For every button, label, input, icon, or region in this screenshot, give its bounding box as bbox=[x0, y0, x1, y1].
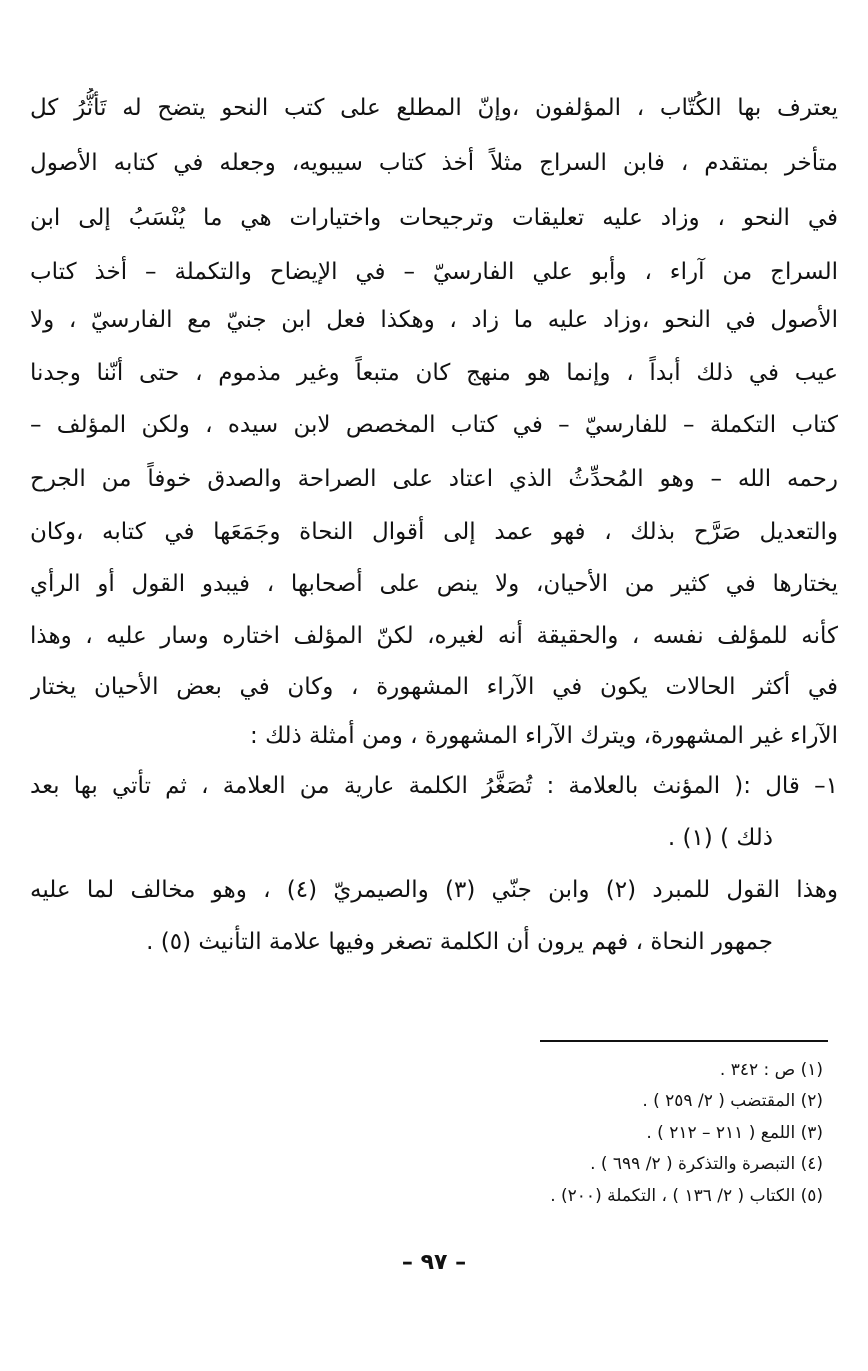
body-line-12: في أكثر الحالات يكون في الآراء المشهورة ، وكان في بعض الأحيان يختار bbox=[30, 674, 838, 700]
body-line-5: الأصول في النحو ،وزاد عليه ما زاد ، وهكذا فعل ابن جنيّ مع الفارسيّ ، ولا bbox=[30, 307, 838, 333]
body-line-14: ١– قال :( المؤنث بالعلامة : تُصَغَّرُ الكلمة عارية من العلامة ، ثم تأتي بها بعد bbox=[30, 773, 838, 799]
body-line-4: السراج من آراء ، وأبو علي الفارسيّ – في الإيضاح والتكملة – أخذ كتاب bbox=[30, 259, 838, 285]
body-line-7: كتاب التكملة – للفارسيّ – في كتاب المخصص لابن سيده ، ولكن المؤلف – bbox=[30, 412, 838, 438]
body-line-16: وهذا القول للمبرد (٢) وابن جنّي (٣) والصيمريّ (٤) ، وهو مخالف لما عليه bbox=[30, 877, 838, 903]
body-line-15: ذلك ) (١) . bbox=[667, 825, 773, 851]
body-line-8: رحمه الله – وهو المُحدِّثُ الذي اعتاد على الصراحة والصدق خوفاً من الجرح bbox=[30, 466, 838, 492]
body-line-11: كأنه للمؤلف نفسه ، والحقيقة أنه لغيره، لكنّ المؤلف اختاره وسار عليه ، وهذا bbox=[30, 623, 838, 649]
body-line-17: جمهور النحاة ، فهم يرون أن الكلمة تصغر وفيها علامة التأنيث (٥) . bbox=[146, 929, 773, 955]
footnote-1: (١) ص : ٣٤٢ . bbox=[719, 1060, 823, 1080]
body-line-1: يعترف بها الكُتّاب ، المؤلفون ،وإنّ المطلع على كتب النحو يتضح له تَأثُّرُ كل bbox=[30, 95, 838, 121]
footnote-5: (٥) الكتاب ( ٢/ ١٣٦ ) ، التكملة (٢٠٠) . bbox=[550, 1186, 823, 1206]
page-number: – ٩٧ – bbox=[401, 1250, 467, 1275]
body-line-6: عيب في ذلك أبداً ، وإنما هو منهج كان متبعاً وغير مذموم ، حتى أنّنا وجدنا bbox=[30, 360, 838, 386]
body-line-9: والتعديل صَرَّح بذلك ، فهو عمد إلى أقوال النحاة وجَمَعَها في كتابه ،وكان bbox=[30, 519, 838, 545]
footnote-4: (٤) التبصرة والتذكرة ( ٢/ ٦٩٩ ) . bbox=[590, 1154, 823, 1174]
body-line-10: يختارها في كثير من الأحيان، ولا ينص على أصحابها ، فيبدو القول أو الرأي bbox=[30, 571, 838, 597]
body-line-13: الآراء غير المشهورة، ويترك الآراء المشهورة ، ومن أمثلة ذلك : bbox=[250, 723, 838, 749]
body-line-2: متأخر بمتقدم ، فابن السراج مثلاً أخذ كتاب سيبويه، وجعله في كتابه الأصول bbox=[30, 150, 838, 176]
footnote-3: (٣) اللمع ( ٢١١ – ٢١٢ ) . bbox=[646, 1123, 823, 1143]
footnote-separator bbox=[540, 1040, 828, 1042]
body-line-3: في النحو ، وزاد عليه تعليقات وترجيحات واختيارات هي ما يُنْسَبُ إلى ابن bbox=[30, 205, 838, 231]
footnote-2: (٢) المقتضب ( ٢/ ٢٥٩ ) . bbox=[642, 1091, 823, 1111]
